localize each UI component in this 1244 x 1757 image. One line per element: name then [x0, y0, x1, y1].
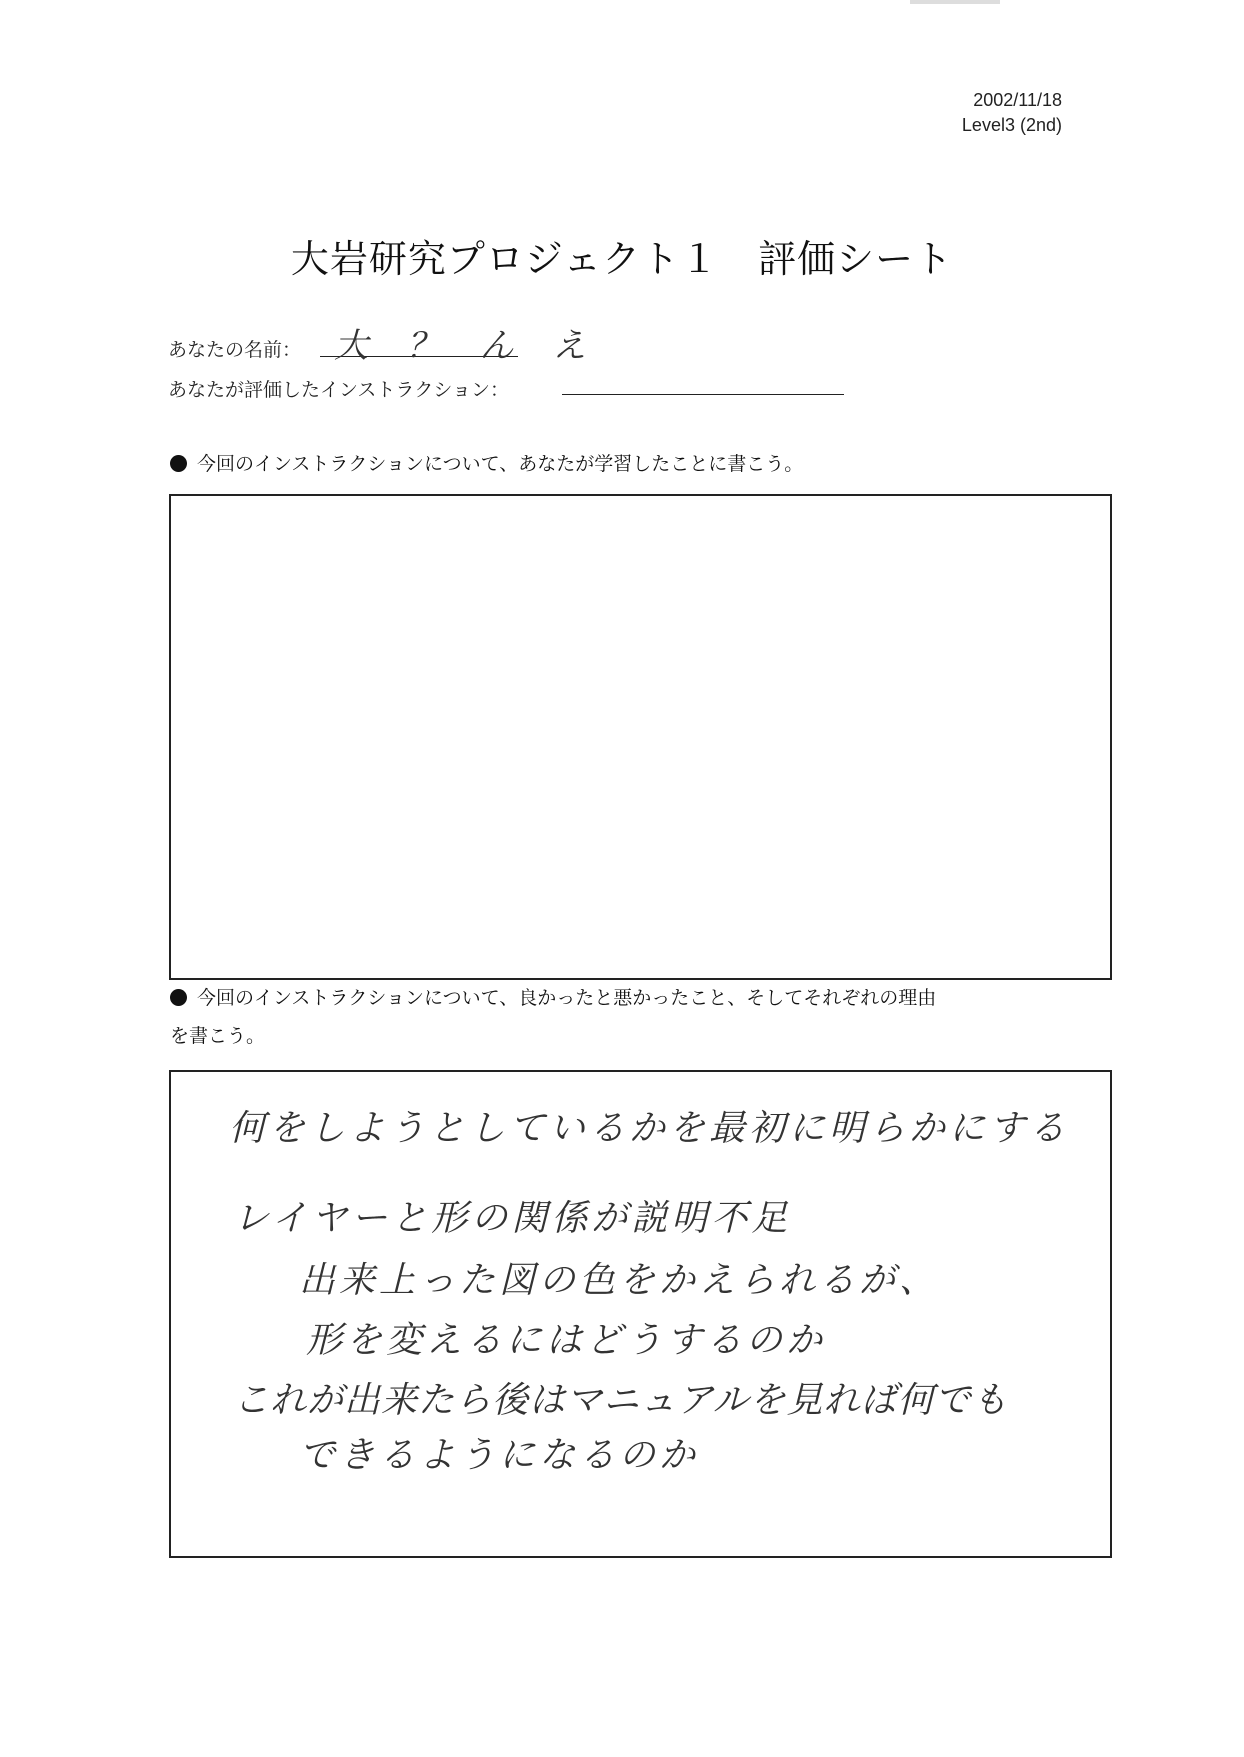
question1-answer-box[interactable]: [169, 494, 1112, 980]
answer-line: レイヤーと形の関係が説明不足: [233, 1198, 792, 1239]
date-text: 2002/11/18: [973, 90, 1062, 110]
bullet-icon: [170, 455, 187, 472]
name-handwritten[interactable]: 大 ？ ん え: [334, 326, 601, 366]
answer-line: 形を変えるにはどうするのか: [306, 1320, 827, 1361]
answer-line: これが出来たら後はマニュアルを見れば何でも: [233, 1380, 1009, 1421]
instruction-label: あなたが評価したインストラクション：: [168, 379, 510, 401]
scan-mark: [910, 0, 1000, 4]
page-title: 大岩研究プロジェクト１ 評価シート: [290, 237, 954, 281]
question1-prompt-text: 今回のインストラクションについて、あなたが学習したことに書こう。: [197, 453, 804, 475]
instruction-underline: [562, 394, 844, 395]
answer-line: できるようになるのか: [299, 1435, 700, 1476]
question2-prompt-line1: 今回のインストラクションについて、良かったと悪かったこと、そしてそれぞれの理由: [197, 987, 937, 1009]
level-text: Level3 (2nd): [961, 115, 1062, 135]
bullet-icon: [170, 989, 187, 1006]
answer-line: 何をしようとしているかを最初に明らかにする: [229, 1108, 1070, 1149]
name-label: あなたの名前：: [168, 339, 302, 361]
answer-line: 出来上った図の色をかえられるが、: [299, 1260, 940, 1301]
header-meta: [962, 88, 1062, 138]
question1-prompt: [170, 445, 803, 483]
question2-answer-box[interactable]: [169, 1070, 1112, 1558]
question2-prompt-line2: を書こう。: [170, 1025, 266, 1047]
question2-prompt: [170, 979, 936, 1055]
